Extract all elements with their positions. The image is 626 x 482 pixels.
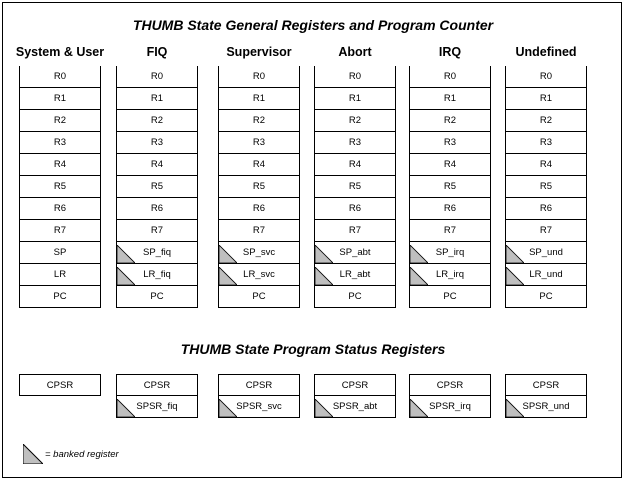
status-register-cell — [505, 374, 587, 396]
register-label: R1 — [252, 93, 266, 104]
register-label: SP_svc — [242, 247, 276, 258]
register-label: R1 — [150, 93, 164, 104]
register-cell — [409, 176, 491, 198]
register-cell — [218, 220, 300, 242]
status-register-cell — [218, 374, 300, 396]
register-cell — [409, 242, 491, 264]
register-cell — [505, 132, 587, 154]
register-label: R6 — [443, 203, 457, 214]
register-label: R2 — [150, 115, 164, 126]
register-label: R5 — [539, 181, 553, 192]
status-register-cell — [409, 396, 491, 418]
register-label: R7 — [150, 225, 164, 236]
register-cell — [218, 110, 300, 132]
register-label: PC — [348, 291, 362, 302]
register-label: R3 — [150, 137, 164, 148]
register-cell — [409, 220, 491, 242]
psr-column-1 — [116, 374, 198, 418]
status-register-cell — [409, 374, 491, 396]
register-cell — [314, 242, 396, 264]
psr-column-0 — [19, 374, 101, 396]
register-label: PC — [252, 291, 266, 302]
banked-triangle-icon — [315, 267, 333, 285]
register-cell — [314, 154, 396, 176]
register-label: R5 — [348, 181, 362, 192]
register-label: R3 — [539, 137, 553, 148]
register-label: SPSR_fiq — [136, 401, 178, 412]
mode-header: Supervisor — [226, 45, 292, 59]
register-cell — [19, 176, 101, 198]
register-column-3 — [314, 45, 396, 308]
register-label: SP_fiq — [143, 247, 171, 258]
register-label: R4 — [443, 159, 457, 170]
legend — [23, 444, 119, 464]
register-cell — [505, 198, 587, 220]
register-cell — [314, 66, 396, 88]
banked-triangle-icon — [117, 399, 135, 417]
register-label: R6 — [53, 203, 67, 214]
register-cell — [116, 154, 198, 176]
register-cell — [505, 176, 587, 198]
register-cell — [218, 132, 300, 154]
register-label: SP_und — [529, 247, 563, 258]
register-cell — [218, 264, 300, 286]
register-label: PC — [150, 291, 164, 302]
register-label: R7 — [53, 225, 67, 236]
register-label: R5 — [443, 181, 457, 192]
register-label: R0 — [53, 71, 67, 82]
register-label: SPSR_abt — [332, 401, 378, 412]
register-label: CPSR — [341, 379, 369, 391]
register-cell — [218, 176, 300, 198]
status-register-cell — [116, 374, 198, 396]
register-cell — [409, 264, 491, 286]
register-label: LR_und — [529, 269, 563, 280]
register-cell — [314, 88, 396, 110]
status-register-cell — [19, 374, 101, 396]
register-label: R3 — [348, 137, 362, 148]
register-label: R0 — [348, 71, 362, 82]
psr-column-3 — [314, 374, 396, 418]
register-label: R0 — [252, 71, 266, 82]
register-label: SPSR_irq — [429, 401, 471, 412]
register-cell — [314, 264, 396, 286]
register-label: LR_irq — [436, 269, 464, 280]
register-label: R5 — [252, 181, 266, 192]
register-cell — [218, 242, 300, 264]
register-cell — [409, 198, 491, 220]
register-label: R7 — [252, 225, 266, 236]
register-label: R4 — [53, 159, 67, 170]
register-cell — [314, 286, 396, 308]
register-cell — [116, 132, 198, 154]
register-cell — [218, 88, 300, 110]
register-cell — [409, 154, 491, 176]
register-cell — [19, 198, 101, 220]
register-label: LR_abt — [339, 269, 371, 280]
banked-triangle-icon — [410, 399, 428, 417]
register-cell — [409, 286, 491, 308]
register-label: CPSR — [143, 379, 171, 391]
banked-triangle-icon — [117, 245, 135, 263]
legend-text: = banked register — [45, 448, 119, 460]
register-column-0 — [15, 45, 105, 308]
register-cell — [505, 264, 587, 286]
register-cell — [314, 132, 396, 154]
banked-triangle-icon — [23, 444, 43, 464]
register-cell — [116, 176, 198, 198]
register-cell — [19, 264, 101, 286]
register-label: PC — [53, 291, 67, 302]
register-cell — [19, 220, 101, 242]
register-label: CPSR — [46, 379, 74, 391]
register-cell — [409, 110, 491, 132]
register-cell — [505, 154, 587, 176]
register-label: R4 — [150, 159, 164, 170]
register-cell — [218, 198, 300, 220]
register-label: PC — [539, 291, 553, 302]
register-label: R7 — [443, 225, 457, 236]
banked-triangle-icon — [219, 399, 237, 417]
register-label: R1 — [53, 93, 67, 104]
register-cell — [116, 220, 198, 242]
register-cell — [116, 66, 198, 88]
register-cell — [505, 242, 587, 264]
register-cell — [505, 66, 587, 88]
register-label: CPSR — [245, 379, 273, 391]
register-label: R6 — [348, 203, 362, 214]
register-label: R7 — [348, 225, 362, 236]
register-cell — [314, 110, 396, 132]
register-cell — [505, 88, 587, 110]
general-registers-title: THUMB State General Registers and Program Counter — [132, 17, 494, 33]
psr-column-4 — [409, 374, 491, 418]
register-label: R0 — [443, 71, 457, 82]
banked-triangle-icon — [315, 399, 333, 417]
banked-triangle-icon — [117, 267, 135, 285]
register-label: LR_svc — [243, 269, 275, 280]
register-label: SP — [53, 247, 67, 258]
register-label: CPSR — [532, 379, 560, 391]
register-cell — [409, 132, 491, 154]
register-cell — [19, 286, 101, 308]
register-cell — [116, 110, 198, 132]
banked-triangle-icon — [219, 267, 237, 285]
register-cell — [19, 66, 101, 88]
register-label: R3 — [252, 137, 266, 148]
register-label: SP_irq — [435, 247, 465, 258]
register-cell — [218, 154, 300, 176]
register-label: R5 — [150, 181, 164, 192]
register-label: CPSR — [436, 379, 464, 391]
register-cell — [218, 286, 300, 308]
banked-triangle-icon — [506, 399, 524, 417]
register-cell — [116, 264, 198, 286]
psr-column-2 — [218, 374, 300, 418]
status-register-cell — [218, 396, 300, 418]
register-label: R6 — [539, 203, 553, 214]
register-column-1 — [116, 45, 198, 308]
register-label: R3 — [443, 137, 457, 148]
status-registers-title: THUMB State Program Status Registers — [180, 341, 446, 357]
status-register-cell — [314, 374, 396, 396]
diagram-frame — [2, 2, 622, 478]
register-label: R5 — [53, 181, 67, 192]
mode-header: FIQ — [146, 45, 168, 59]
register-label: R6 — [252, 203, 266, 214]
register-cell — [116, 242, 198, 264]
register-cell — [505, 110, 587, 132]
banked-triangle-icon — [506, 267, 524, 285]
register-cell — [505, 286, 587, 308]
register-label: R2 — [252, 115, 266, 126]
register-cell — [116, 286, 198, 308]
banked-triangle-icon — [219, 245, 237, 263]
status-register-cell — [314, 396, 396, 418]
register-cell — [314, 198, 396, 220]
register-label: R0 — [539, 71, 553, 82]
register-cell — [19, 88, 101, 110]
register-column-2 — [218, 45, 300, 308]
register-cell — [19, 154, 101, 176]
register-cell — [116, 88, 198, 110]
banked-triangle-icon — [506, 245, 524, 263]
register-column-4 — [409, 45, 491, 308]
register-label: R2 — [443, 115, 457, 126]
register-label: R6 — [150, 203, 164, 214]
register-label: R4 — [252, 159, 266, 170]
status-register-cell — [116, 396, 198, 418]
register-label: LR — [53, 269, 67, 280]
register-label: SP_abt — [339, 247, 371, 258]
register-cell — [218, 66, 300, 88]
register-label: R0 — [150, 71, 164, 82]
register-label: R2 — [348, 115, 362, 126]
register-cell — [409, 66, 491, 88]
register-label: R1 — [539, 93, 553, 104]
register-cell — [19, 242, 101, 264]
register-cell — [116, 198, 198, 220]
mode-header: Abort — [338, 45, 372, 59]
psr-column-5 — [505, 374, 587, 418]
mode-header: System & User — [15, 45, 105, 59]
banked-triangle-icon — [410, 267, 428, 285]
register-cell — [505, 220, 587, 242]
mode-header: Undefined — [515, 45, 577, 59]
register-label: R7 — [539, 225, 553, 236]
register-label: PC — [443, 291, 457, 302]
status-register-cell — [505, 396, 587, 418]
register-cell — [19, 110, 101, 132]
register-label: R3 — [53, 137, 67, 148]
register-cell — [19, 132, 101, 154]
register-cell — [314, 220, 396, 242]
register-label: R4 — [348, 159, 362, 170]
register-column-5 — [505, 45, 587, 308]
register-label: R2 — [53, 115, 67, 126]
register-label: SPSR_svc — [236, 401, 282, 412]
banked-triangle-icon — [315, 245, 333, 263]
register-cell — [409, 88, 491, 110]
register-cell — [314, 176, 396, 198]
register-label: LR_fiq — [143, 269, 171, 280]
register-label: SPSR_und — [522, 401, 570, 412]
mode-header: IRQ — [438, 45, 462, 59]
banked-triangle-icon — [410, 245, 428, 263]
register-label: R1 — [348, 93, 362, 104]
register-label: R1 — [443, 93, 457, 104]
register-label: R2 — [539, 115, 553, 126]
register-label: R4 — [539, 159, 553, 170]
